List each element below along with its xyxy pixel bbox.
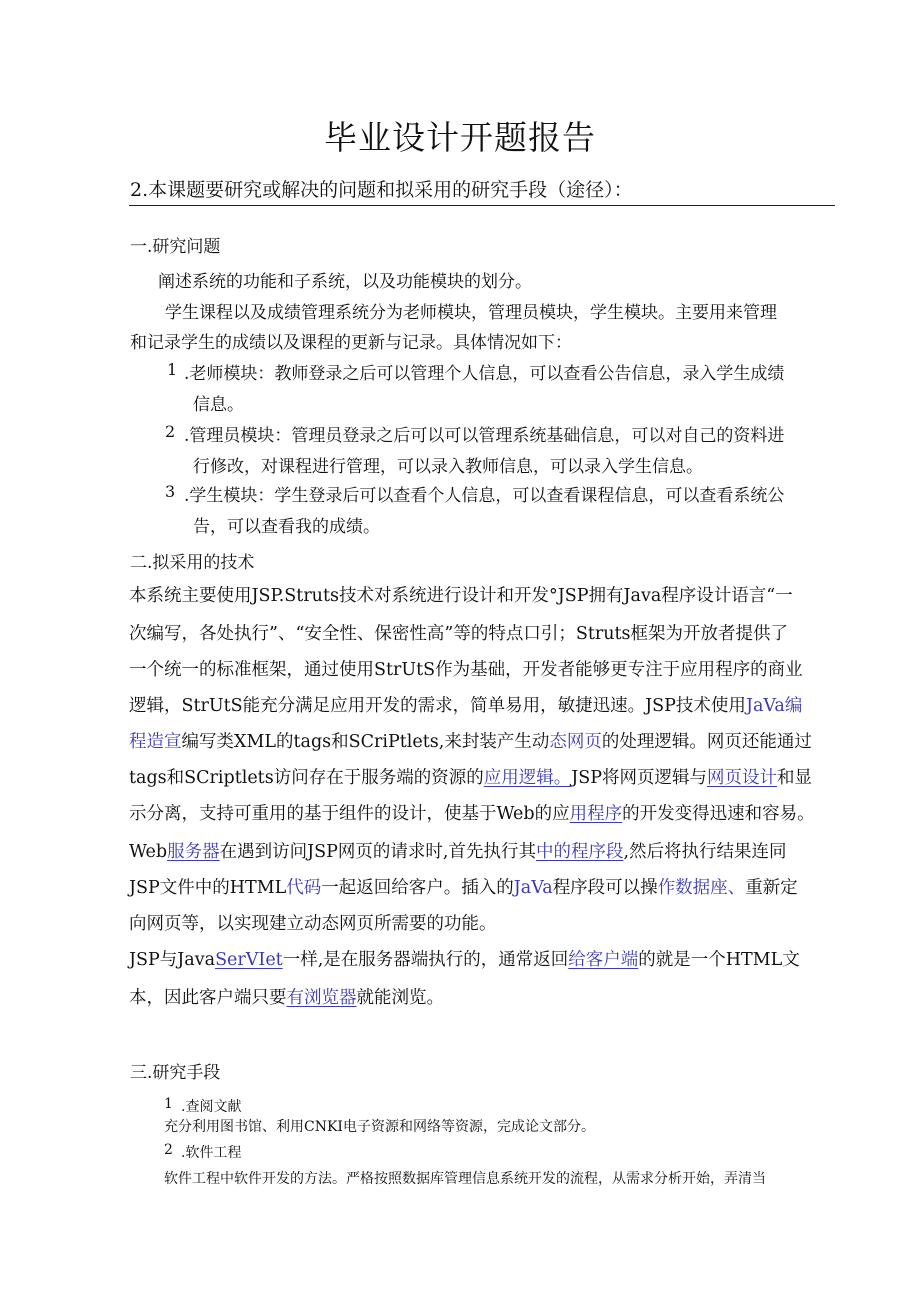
hyperlink-browser[interactable]: 有浏览器 [286, 988, 357, 1008]
hyperlink-program-segment[interactable]: 中的程序段 [535, 842, 624, 862]
list-item-text-cont: 信息。 [193, 395, 244, 415]
paragraph-line [129, 946, 800, 971]
text-run: ,然后将执行结果连同 [623, 842, 787, 862]
section1-title: 一.研究问题 [130, 237, 221, 257]
paragraph-line: 一个统一的标准框架，通过使用StrUtS作为基础，开发者能够更专注于应用程序的商业 [129, 660, 803, 680]
method-item-desc: 软件工程中软件开发的方法。严格按照数据库管理信息系统开发的流程，从需求分析开始，弄清当 [164, 1171, 766, 1187]
document-title: 毕业设计开题报告 [324, 118, 596, 157]
paragraph-line [129, 874, 798, 899]
hyperlink-web-design[interactable]: 网页设计 [706, 768, 777, 788]
paragraph-line: 本系统主要使用JSP.Struts技术对系统进行设计和开发°JSP拥有Java程序设计语言“一 [129, 586, 793, 606]
text-run: JSP与Java [129, 950, 216, 970]
text-run: Web [129, 842, 168, 862]
list-item-text-cont: 行修改，对课程进行管理，可以录入教师信息，可以录入学生信息。 [193, 457, 703, 477]
text-run: tags和SCriptlets访问存在于服务端的资源的 [129, 768, 484, 788]
list-item-text-cont: 告，可以查看我的成绩。 [193, 517, 380, 537]
text-run: 本，因此客户端只要 [129, 988, 287, 1008]
section3-title: 三.研究手段 [130, 1063, 221, 1083]
list-item-number: 2 [165, 422, 176, 441]
paragraph-line [129, 728, 812, 753]
method-item-label: .软件工程 [181, 1145, 242, 1161]
paragraph-line [129, 800, 815, 825]
list-item-text: .老师模块：教师登录之后可以管理个人信息，可以查看公告信息，录入学生成绩 [184, 364, 785, 384]
method-item-number: 1 [164, 1096, 173, 1112]
text-run: JSP文件中的HTML [129, 878, 287, 898]
section-heading: 2.本课题要研究或解决的问题和拟采用的研究手段（途径）： [130, 179, 633, 201]
hyperlink-server[interactable]: 服务器 [167, 842, 220, 862]
paragraph-line: 次编写，各处执行”、“安全性、保密性高”等的特点口引；Struts框架为开放者提供了 [129, 624, 789, 644]
hyperlink-code[interactable]: 代码 [286, 878, 322, 898]
text-run: 示分离，支持可重用的基于组件的设计，使基于Web的应 [129, 804, 570, 824]
text-run: 就能浏览。 [356, 988, 444, 1008]
method-item-number: 2 [164, 1142, 173, 1158]
text-run: 的开发变得迅速和容易。 [622, 804, 815, 824]
hyperlink-client[interactable]: 给客户端 [568, 950, 639, 970]
section2-title: 二.拟采用的技术 [130, 553, 255, 573]
hyperlink-java-inline[interactable]: JaVa [513, 878, 553, 898]
section1-intro2-line1: 学生课程以及成绩管理系统分为老师模块，管理员模块，学生模块。主要用来管理 [165, 303, 777, 323]
hyperlink-language[interactable]: 造宣 [146, 732, 182, 752]
hyperlink-servlet[interactable]: SerVIet [215, 950, 283, 970]
section1-intro2-line2: 和记录学生的成绩以及课程的更新与记录。具体情况如下： [130, 333, 572, 353]
text-run: JSP将网页逻辑与 [571, 768, 707, 788]
list-item-text: .管理员模块：管理员登录之后可以可以管理系统基础信息，可以对自己的资料进 [184, 426, 785, 446]
paragraph-line [129, 984, 444, 1009]
text-run: 和显 [776, 768, 812, 788]
paragraph-line [129, 692, 802, 717]
paragraph-line: 向网页等，以实现建立动态网页所需要的功能。 [129, 914, 497, 934]
method-item-label: .查阅文献 [181, 1099, 242, 1115]
text-run: 的处理逻辑。网页还能通过 [601, 732, 812, 752]
text-run: 一样,是在服务器端执行的，通常返回 [282, 950, 569, 970]
text-run: 程序段可以操 [552, 878, 658, 898]
hyperlink-dynamic-page[interactable]: 态网页 [549, 732, 602, 752]
list-item-number: 1 [167, 360, 178, 379]
section1-intro1: 阐述系统的功能和子系统，以及功能模块的划分。 [158, 272, 532, 292]
paragraph-line [129, 764, 812, 789]
hyperlink-programming[interactable]: 程 [129, 732, 147, 752]
hyperlink-application[interactable]: 用程序 [569, 804, 623, 824]
paragraph-line [129, 838, 787, 863]
hyperlink-java[interactable]: JaVa编 [745, 696, 803, 716]
method-item-desc: 充分利用图书馆、利用CNKI电子资源和网络等资源，完成论文部分。 [164, 1119, 595, 1135]
text-run: 的就是一个HTML文 [638, 950, 800, 970]
list-item-number: 3 [165, 482, 176, 501]
hyperlink-database[interactable]: 作数据座、 [657, 878, 746, 898]
text-run: 重新定 [745, 878, 798, 898]
text-run: 一起返回给客户。插入的 [321, 878, 514, 898]
hyperlink-app-logic[interactable]: 应用逻辑。 [483, 768, 572, 788]
list-item-text: .学生模块：学生登录后可以查看个人信息，可以查看课程信息，可以查看系统公 [184, 486, 785, 506]
text-run: 编写类XML的tags和SCriPtlets,来封装产生动 [181, 732, 550, 752]
text-run: 逻辑，StrUtS能充分满足应用开发的需求，简单易用，敏捷迅速。JSP技术使用 [129, 696, 746, 716]
text-run: 在遇到访问JSP网页的请求时,首先执行其 [219, 842, 536, 862]
heading-divider [129, 205, 835, 206]
